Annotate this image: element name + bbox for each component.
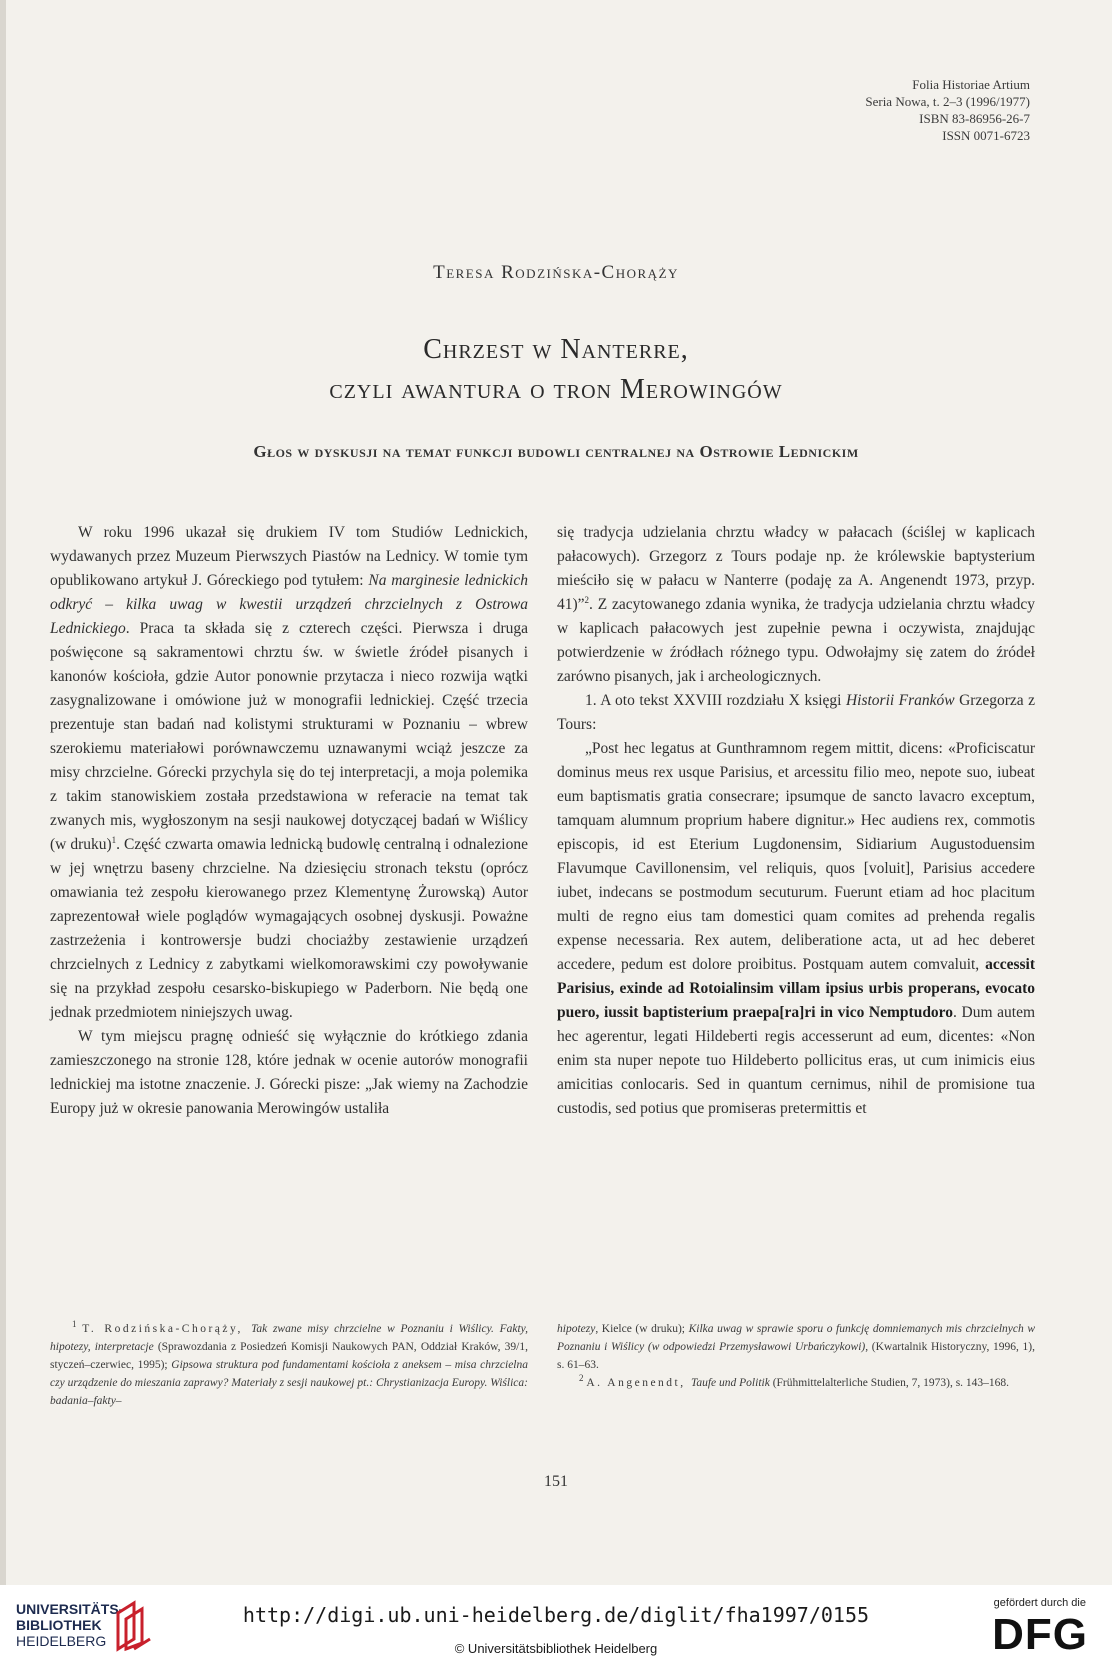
library-line-3: HEIDELBERG [16, 1633, 107, 1649]
page-binding-edge [0, 0, 6, 1585]
copyright-notice: © Universitätsbibliothek Heidelberg [454, 1641, 658, 1656]
emphasized-quotation: accessit Parisius, exinde ad Rotoialinsim villam ipsius urbis properans, evocato puero, iussit baptisterium praepa[ra]ri in vico Nemptudoro [557, 956, 1035, 1021]
paragraph: W roku 1996 ukazał się drukiem IV tom Studiów Lednickich, wydawanych przez Muzeum Pierwszych Piastów na Lednicy. W tomie tym opublikowano artykuł J. Góreckiego pod tytułem: Na marginesie lednickich odkryć – kilka uwag w kwestii urządzeń chrzcielnych z Ostrowa Lednickiego. Praca ta składa się z czterech części. Pierwsza i druga poświęcone są sakramentowi chrztu św. w świetle źródeł pisanych i kanonów kościoła, gdzie Autor ponownie przytacza i nieco rozwija wątki zasygnalizowane i omówione już w monografii lednickiej. Część trzecia prezentuje stan badań nad kolistymi strukturami w Poznaniu – wbrew szerokiemu materiałowi porównawczemu uznawanymi wciąż jeszcze za misy chrzcielne. Górecki przychyla się do tej interpretacji, a moja polemika z takim stanowiskiem została przedstawiona w referacie na temat tak zwanych mis, wygłoszonym na sesji naukowej dotyczącej badań w Wiślicy (w druku)$^1$. Część czwarta omawia lednicką budowlę centralną i odnalezione w jej wnętrzu baseny chrzcielne. Na dziesięciu stronach tekstu (oprócz omawiania też zespołu kierowanego przez Klementynę Żurowską) Autor zaprezentował wiele poglądów wymagających osobnej dyskusji. Poważne zastrzeżenia i kontrowersje budzi chociażby zestawienie urządzeń chrzcielnych z Lednicy z zabytkami wielkomorawskimi czy powoływanie się na przykład zespołu cesarsko-biskupiego w Paderborn. Nie będą one jednak przedmiotem niniejszych uwag. [50, 524, 528, 1021]
footnote-2: $^2$ A. Angenendt, Taufe und Politik (Frühmittelalterliche Studien, 7, 1973), s. 143–168. [579, 1373, 1010, 1389]
footnotes-right [557, 1320, 1035, 1392]
footnote-1-continued: hipotezy, Kielce (w druku); Kilka uwag w sprawie sporu o funkcję domniemanych mis chrzcielnych w Poznaniu i Wiślicy (w odpowiedzi Przemysławowi Urbańczykowi), (Kwartalnik Historyczny, 1996, 1), s. 61–63. [557, 1323, 1035, 1371]
journal-name: Folia Historiae Artium [912, 77, 1030, 92]
cited-title: Na marginesie lednickich odkryć – kilka uwag w kwestii urządzeń chrzcielnych z Ostrowa Lednickiego [50, 572, 528, 637]
footnote-1: $^1$ T. Rodzińska-Chorąży, Tak zwane misy chrzcielne w Poznaniu i Wiślicy. Fakty, hipotezy, interpretacje (Sprawozdania z Posiedzeń Komisji Naukowych PAN, Oddział Kraków, 39/1, styczeń–czerwiec, 1995); Gipsowa struktura pod fundamentami kościoła z aneksem – misa chrzcielna czy urządzenie do mieszania zaprawy? Materiały z sesji naukowej pt.: Chrystianizacja Europy. Wiślica: badania–fakty– [50, 1319, 529, 1407]
library-line-1: UNIVERSITÄTS- [16, 1601, 124, 1617]
right-column [557, 521, 1035, 1121]
journal-info [865, 76, 1030, 144]
dfg-caption: gefördert durch die [993, 1597, 1086, 1609]
title-line-2: czyli awantura o tron Merowingów [329, 374, 783, 405]
footnote-ref-1[interactable]: 1 [111, 834, 117, 845]
footnotes-left [50, 1320, 528, 1410]
paragraph: się tradycja udzielania chrztu władcy w pałacach (ściślej w kaplicach pałacowych). Grzegorz z Tours podaje np. że królewskie baptysterium mieściło się w pałacu w Nanterre (podaję za A. Angenendt 1973, przyp. 41)”$^2$. Z zacytowanego zdania wynika, że tradycja udzielania chrztu władcy w kaplicach pałacowych jest zupełnie pewna i oczywista, znajdując potwierdzenie w źródłach różnego typu. Odwołajmy się zatem do źródeł zarówno pisanych, jak i archeologicznych. [557, 524, 1035, 685]
permalink-url[interactable]: http://digi.ub.uni-heidelberg.de/diglit/fha1997/0155 [242, 1603, 870, 1627]
digitization-footer [0, 1585, 1112, 1671]
library-line-2: BIBLIOTHEK [16, 1617, 102, 1633]
article-subtitle: Głos w dyskusji na temat funkcji budowli centralnej na Ostrowie Lednickim [253, 442, 859, 461]
cited-title: Historii Franków [845, 692, 955, 709]
article-author: Teresa Rodzińska-Chorąży [433, 262, 679, 283]
left-column [50, 521, 528, 1121]
journal-isbn: ISBN 83-86956-26-7 [919, 111, 1030, 126]
paragraph: W tym miejscu pragnę odnieść się wyłącznie do krótkiego zdania zamieszczonego na stronie 128, które jednak w ocenie autorów monografii lednickiej ma istotne znaczenie. J. Górecki pisze: „Jak wiemy na Zachodzie Europy już w okresie panowania Merowingów ustaliła [50, 1028, 528, 1117]
article-title [0, 330, 1112, 410]
footnote-ref-2[interactable]: 2 [584, 594, 590, 605]
page-number: 151 [544, 1473, 568, 1490]
paragraph: 1. A oto tekst XXVIII rozdziału X księgi Historii Franków Grzegorza z Tours: [557, 692, 1036, 733]
journal-issn: ISSN 0071-6723 [942, 128, 1030, 143]
title-line-1: Chrzest w Nanterre, [423, 334, 689, 365]
dfg-logo: DFG [992, 1610, 1088, 1659]
latin-quotation: „Post hec legatus at Gunthramnom regem mittit, dicens: «Proficiscatur dominus meus rex usque Parisius, et arcessitu filio meo, nepote suo, iubeat eum baptismatis gratia consecrare; ipsumque de sancto lavacro exceptum, tamquam alumnum proprium habere dignitur.» Hec audiens rex, commotis episcopis, id est Eterium Lugdonensim, Sidiarium Augustoduensim Flavumque Cavillonensim, vel reliquis, quos [voluit], Parisius accedere iubet, indecans se postmodum secuturum. Fuerunt etiam ad hoc placitum multi de regno eius tam domestici quam comites ad prehenda regalis expense necessaria. Rex autem, deliberatione acta, ut ad hec deberet accedere, pedum est dolore proibitus. Postquam autem comvaluit, accessit Parisius, exinde ad Rotoialinsim villam ipsius urbis properans, evocato puero, iussit baptisterium praepa[ra]ri in vico Nemptudoro. Dum autem hec agerentur, legati Hildeberti regis accesserunt ad eum, dicentes: «Non enim sta nuper nepote tuo Hildeberto pollicitus eras, ut cum inimicis eius amicitias conlocaris. Sed in quantum cernimus, nihil de promisione tua custodis, sed potius que promiseras pretermittis et [557, 740, 1036, 1117]
journal-series: Seria Nowa, t. 2–3 (1996/1977) [865, 94, 1030, 109]
